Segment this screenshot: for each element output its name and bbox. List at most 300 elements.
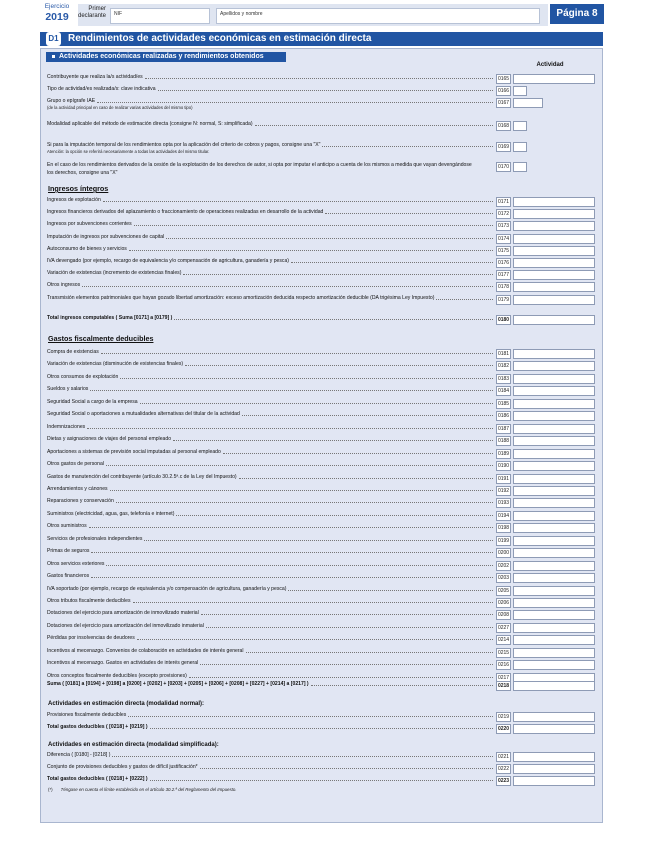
section-title: Rendimientos de actividades económicas en estimación directa <box>68 33 372 44</box>
field-0218[interactable] <box>513 681 595 691</box>
leader-dots <box>246 652 493 653</box>
box-code-0194: 0194 <box>497 512 510 519</box>
leader-dots <box>112 756 493 757</box>
leader-dots <box>106 465 493 466</box>
box-code-0218: 0218 <box>497 683 510 689</box>
row-label <box>47 486 495 492</box>
box-code-0175: 0175 <box>497 247 510 254</box>
leader-dots <box>137 639 493 640</box>
row-label-text: Seguridad Social o aportaciones a mutualidades alternativas del titular de la actividad <box>47 411 240 418</box>
field-0198[interactable] <box>513 523 595 533</box>
footnote-text: Téngase en cuenta el límite establecido en el artículo 30.2.ª del Reglamento del Impuesto. <box>60 787 237 792</box>
ejercicio <box>40 4 74 22</box>
row-label <box>47 586 495 592</box>
box-code-0178: 0178 <box>497 284 510 291</box>
row-label <box>47 399 495 405</box>
field-0183[interactable] <box>513 374 595 384</box>
ingresos-row <box>47 246 495 256</box>
leader-dots <box>134 225 493 226</box>
leader-dots <box>166 238 493 239</box>
simplificada-total-row <box>47 776 495 786</box>
field-0205[interactable] <box>513 586 595 596</box>
field-0167[interactable] <box>513 98 543 108</box>
activity-row <box>47 74 495 84</box>
gastos-row <box>47 386 495 396</box>
box-code-0182: 0182 <box>497 363 510 370</box>
leader-dots <box>140 403 493 404</box>
box-code-0206: 0206 <box>497 600 510 606</box>
box-code-0187: 0187 <box>497 425 510 432</box>
row-label <box>47 635 495 641</box>
box-code-0188: 0188 <box>497 438 510 445</box>
field-0180[interactable] <box>513 315 595 325</box>
field-0191[interactable] <box>513 474 595 484</box>
box-code-0168: 0168 <box>497 123 510 129</box>
row-label-text: Conjunto de provisiones deducibles y gastos de difícil justificación* <box>47 764 198 770</box>
box-code-0227: 0227 <box>497 624 510 631</box>
leader-dots <box>97 102 493 103</box>
row-label <box>47 712 495 718</box>
row-label <box>47 523 495 529</box>
row-label-text-2: los derechos, consigne una "X" <box>47 170 118 176</box>
row-label-text: Dietas y asignaciones de viajes del personal empleado <box>47 436 172 443</box>
row-label-text: En el caso de los rendimientos derivados de la cesión de la explotación de los derechos de autor, si opta por imputar el anticipo a cuenta de los mismos a medida que vayan devengándose <box>47 162 472 168</box>
row-label <box>47 361 495 367</box>
box-code-0167: 0167 <box>497 100 510 106</box>
box-code-0174: 0174 <box>497 235 510 242</box>
leader-dots <box>189 677 493 678</box>
box-code-0219: 0219 <box>497 714 510 720</box>
ejercicio-label: Ejercicio <box>44 3 70 10</box>
box-code-0221: 0221 <box>497 754 510 760</box>
row-label-text: Incentivos al mecenazgo. Gastos en actividades de interés general <box>47 660 199 667</box>
row-label <box>47 386 495 392</box>
field-0177[interactable] <box>513 270 595 280</box>
leader-dots <box>176 515 493 516</box>
box-code-0199: 0199 <box>497 537 510 544</box>
row-label-text: Gastos de manutención del contribuyente (artículo 30.2.5ª.c de la Ley del Impuesto) <box>47 473 237 480</box>
row-label <box>47 598 495 604</box>
box-code-0215: 0215 <box>497 649 510 656</box>
field-0220[interactable] <box>513 724 595 734</box>
leader-dots <box>311 685 493 686</box>
gastos-row <box>47 461 495 471</box>
row-label-text: Otros gastos de personal <box>47 461 104 468</box>
row-note: Atención: la opción se referirá necesariamente a todas las actividades del mismo titular. <box>47 149 210 154</box>
row-label <box>47 752 495 758</box>
gastos-row <box>47 474 495 484</box>
box-code-0189: 0189 <box>497 450 510 457</box>
simplificada-title: Actividades en estimación directa (modalidad simplificada): <box>48 742 219 748</box>
row-label <box>47 315 495 321</box>
gastos-row <box>47 361 495 371</box>
box-code-0166: 0166 <box>497 88 510 94</box>
row-label <box>47 142 495 148</box>
box-code-0190: 0190 <box>497 463 510 470</box>
row-label-text: Primas de seguros <box>47 548 90 555</box>
form-frame <box>40 48 603 823</box>
row-label <box>47 424 495 430</box>
row-label <box>47 511 495 517</box>
field-0186[interactable] <box>513 411 595 421</box>
box-code-0217: 0217 <box>497 674 510 681</box>
box-code-0205: 0205 <box>497 587 510 594</box>
field-0166[interactable] <box>513 86 527 96</box>
leader-dots <box>183 274 493 275</box>
field-0199[interactable] <box>513 536 595 546</box>
apellidos-label: Apellidos y nombre <box>220 11 263 17</box>
field-0215[interactable] <box>513 648 595 658</box>
nif-label: NIF <box>114 11 123 17</box>
box-code-0191: 0191 <box>497 475 510 482</box>
row-label-text: Total ingresos computables ( Suma [0171] a [0179] ) <box>47 315 173 321</box>
row-note: (de la actividad principal en caso de realizar varias actividades del mismo tipo) <box>47 105 193 110</box>
leader-dots <box>91 577 493 578</box>
ingresos-row <box>47 270 495 280</box>
field-0168[interactable] <box>513 121 527 131</box>
activity-row <box>47 162 495 176</box>
field-0214[interactable] <box>513 635 595 645</box>
row-label-text: Grupo o epígrafe IAE <box>47 98 96 104</box>
box-code-0170: 0170 <box>497 164 510 170</box>
ingresos-row <box>47 234 495 244</box>
field-0171[interactable] <box>513 197 595 207</box>
row-label-text: Arrendamientos y cánones <box>47 485 108 492</box>
box-code-0222: 0222 <box>497 766 510 772</box>
gastos-row <box>47 486 495 496</box>
leader-dots <box>201 614 493 615</box>
box-code-0171: 0171 <box>497 199 510 205</box>
box-code-0176: 0176 <box>497 260 510 266</box>
apellidos-field[interactable] <box>216 8 540 24</box>
leader-dots <box>150 728 493 729</box>
row-label <box>47 498 495 504</box>
gastos-row <box>47 573 495 583</box>
row-label-text: Compra de existencias <box>47 349 99 355</box>
box-code-0177: 0177 <box>497 272 510 279</box>
field-0175[interactable] <box>513 246 595 256</box>
row-label-text: Otros consumos de explotación <box>47 373 119 380</box>
leader-dots <box>436 299 493 300</box>
gastos-row <box>47 424 495 434</box>
leader-dots <box>144 540 493 541</box>
ingresos-title: Ingresos íntegros <box>48 184 109 193</box>
row-label <box>47 86 495 92</box>
box-code-0184: 0184 <box>497 388 510 395</box>
declarante-label-line2: declarante <box>78 13 107 19</box>
field-0165[interactable] <box>513 74 595 84</box>
row-label-text: Aportaciones a sistemas de previsión social imputadas al personal empleado <box>47 448 221 455</box>
row-label-text: Total gastos deducibles ( [0218] + [0219] ) <box>47 724 148 730</box>
row-label-text: Diferencia ( [0180] - [0218] ) <box>47 752 111 758</box>
leader-dots <box>116 502 493 503</box>
row-label-text: Sueldos y salarios <box>47 386 89 393</box>
leader-dots <box>288 590 493 591</box>
row-label <box>47 295 495 301</box>
normal-row <box>47 712 495 722</box>
subsection-header <box>46 52 286 62</box>
nif-field[interactable] <box>110 8 210 24</box>
row-label <box>47 98 495 104</box>
row-label <box>47 673 495 679</box>
leader-dots <box>103 201 493 202</box>
row-label-text: Provisiones fiscalmente deducibles <box>47 712 127 718</box>
field-0202[interactable] <box>513 561 595 571</box>
row-label-text: Otros ingresos <box>47 282 81 289</box>
row-label <box>47 573 495 579</box>
row-label-text: Ingresos por subvenciones corrientes <box>47 221 132 228</box>
row-label <box>47 461 495 467</box>
activity-row <box>47 86 495 96</box>
gastos-row <box>47 523 495 533</box>
gastos-row <box>47 436 495 446</box>
row-label-text: Reparaciones y conservación <box>47 498 114 505</box>
gastos-row <box>47 648 495 658</box>
row-label-text: Incentivos al mecenazgo. Convenios de colaboración en actividades de interés general <box>47 647 244 654</box>
row-label-text: Variación de existencias (incremento de existencias finales) <box>47 270 182 277</box>
field-0169[interactable] <box>513 142 527 152</box>
page-number: Página 8 <box>550 4 604 24</box>
leader-dots <box>322 146 493 147</box>
box-code-0173: 0173 <box>497 223 510 230</box>
field-0208[interactable] <box>513 610 595 620</box>
field-0170[interactable] <box>513 162 527 172</box>
gastos-row <box>47 548 495 558</box>
leader-dots <box>91 552 493 553</box>
field-0189[interactable] <box>513 449 595 459</box>
row-label-text: Dotaciones del ejercicio para amortización del inmovilizado inmaterial <box>47 622 204 629</box>
row-label <box>47 660 495 666</box>
row-label-text: Ingresos de explotación <box>47 197 101 203</box>
row-label <box>47 270 495 276</box>
gastos-row <box>47 561 495 571</box>
ingresos-row <box>47 209 495 219</box>
row-label <box>47 648 495 654</box>
box-code-0183: 0183 <box>497 375 510 382</box>
row-label <box>47 234 495 240</box>
field-0187[interactable] <box>513 424 595 434</box>
leader-dots <box>200 768 493 769</box>
row-label-text: Imputación de ingresos por subvenciones de capital <box>47 233 165 240</box>
bullet-icon <box>52 55 55 58</box>
box-code-0220: 0220 <box>497 726 510 732</box>
field-0223[interactable] <box>513 776 595 786</box>
box-code-0185: 0185 <box>497 400 510 407</box>
ingresos-row <box>47 197 495 207</box>
leader-dots <box>325 213 493 214</box>
row-label <box>47 209 495 215</box>
field-0216[interactable] <box>513 660 595 670</box>
gastos-row <box>47 511 495 521</box>
box-code-0208: 0208 <box>497 612 510 619</box>
declarante-block <box>78 4 548 26</box>
box-code-0200: 0200 <box>497 550 510 557</box>
row-label-text: Otros suministros <box>47 523 87 530</box>
ingresos-row <box>47 258 495 268</box>
field-0174[interactable] <box>513 234 595 244</box>
row-label-text: Transmisión elementos patrimoniales que hayan gozado libertad amortización: exceso amortización deducida respecto amortización deducible (DA trigésima Ley Impuesto) <box>47 294 435 301</box>
row-label-text: Servicios de profesionales independientes <box>47 535 143 542</box>
leader-dots <box>120 378 493 379</box>
row-label <box>47 197 495 203</box>
leader-dots <box>145 78 493 79</box>
gastos-row <box>47 598 495 608</box>
row-label-text: Suministros (electricidad, agua, gas, telefonía e internet) <box>47 510 175 517</box>
column-header-actividad: Actividad <box>536 62 564 68</box>
simplificada-row <box>47 764 495 774</box>
activity-row <box>47 142 495 152</box>
leader-dots <box>106 565 493 566</box>
gastos-row <box>47 498 495 508</box>
field-0179[interactable] <box>513 295 595 305</box>
row-label <box>47 74 495 80</box>
row-label <box>47 411 495 417</box>
gastos-total-row <box>47 681 495 691</box>
row-label-text: Variación de existencias (disminución de existencias finales) <box>47 361 184 368</box>
row-label-text: Ingresos financieros derivados del aplazamiento o fraccionamiento de operaciones realizadas en desarrollo de la actividad <box>47 209 324 216</box>
field-0176[interactable] <box>513 258 595 268</box>
field-0182[interactable] <box>513 361 595 371</box>
simplificada-row <box>47 752 495 762</box>
box-code-0203: 0203 <box>497 575 510 582</box>
box-code-0223: 0223 <box>497 778 510 784</box>
section-badge <box>46 32 61 46</box>
box-code-0165: 0165 <box>497 76 510 82</box>
row-label-text: Autoconsumo de bienes y servicios <box>47 245 127 252</box>
row-label <box>47 681 495 687</box>
ingresos-row <box>47 282 495 292</box>
leader-dots <box>174 319 493 320</box>
field-0188[interactable] <box>513 436 595 446</box>
leader-dots <box>173 440 493 441</box>
row-label-text: IVA soportado (por ejemplo, recargo de equivalencia y/o compensación de agricultura, ganadería y pesca) <box>47 585 287 592</box>
row-label <box>47 436 495 442</box>
row-label <box>47 258 495 264</box>
leader-dots <box>255 125 493 126</box>
gastos-title: Gastos fiscalmente deducibles <box>48 334 154 343</box>
gastos-row <box>47 399 495 409</box>
row-label <box>47 349 495 355</box>
row-label <box>47 610 495 616</box>
field-0190[interactable] <box>513 461 595 471</box>
box-code-0214: 0214 <box>497 637 510 644</box>
row-label <box>47 246 495 252</box>
row-label-text: Tipo de actividad/es realizada/s: clave indicativa <box>47 86 156 92</box>
leader-dots <box>206 627 493 628</box>
row-label-text: Suma ( [0181] a [0194] + [0198] a [0200] + [0202] + [0203] + [0205] + [0206] + [0208] + [0227] + [0214] a [0217] ) <box>47 681 309 687</box>
gastos-row <box>47 374 495 384</box>
field-0173[interactable] <box>513 221 595 231</box>
leader-dots <box>110 490 493 491</box>
leader-dots <box>242 415 493 416</box>
row-label <box>47 724 495 730</box>
footnote <box>48 787 237 792</box>
row-label-text: Indemnizaciones <box>47 423 86 430</box>
row-label <box>47 776 495 782</box>
declarante-label <box>78 6 106 20</box>
row-label-text: IVA devengado (por ejemplo, recargo de equivalencia y/o compensación de agricultura, ganadería y pesca) <box>47 258 290 264</box>
ingresos-total-row <box>47 315 495 325</box>
box-code-0192: 0192 <box>497 487 510 494</box>
gastos-row <box>47 449 495 459</box>
leader-dots <box>90 390 493 391</box>
leader-dots <box>133 602 493 603</box>
leader-dots <box>128 716 493 717</box>
box-code-0181: 0181 <box>497 351 510 357</box>
row-label-text: Seguridad Social a cargo de la empresa <box>47 398 138 405</box>
row-label-text: Contribuyente que realiza la/s actividad/es <box>47 74 143 80</box>
ejercicio-year: 2019 <box>45 10 69 23</box>
row-label-text: Dotaciones del ejercicio para amortización de inmovilizado material <box>47 610 199 617</box>
row-label <box>47 449 495 455</box>
section-badge-text: D1 <box>48 34 59 43</box>
field-0222[interactable] <box>513 764 595 774</box>
leader-dots <box>89 527 493 528</box>
leader-dots <box>291 262 493 263</box>
declarante-label-line1: Primer <box>88 6 106 12</box>
box-code-0169: 0169 <box>497 144 510 150</box>
field-0227[interactable] <box>513 623 595 633</box>
activity-row <box>47 98 495 108</box>
ingresos-row <box>47 295 495 305</box>
field-0181[interactable] <box>513 349 595 359</box>
gastos-row <box>47 411 495 421</box>
gastos-row <box>47 349 495 359</box>
gastos-row <box>47 536 495 546</box>
ingresos-row <box>47 221 495 231</box>
box-code-0202: 0202 <box>497 562 510 569</box>
field-0219[interactable] <box>513 712 595 722</box>
field-0194[interactable] <box>513 511 595 521</box>
field-0206[interactable] <box>513 598 595 608</box>
box-code-0186: 0186 <box>497 413 510 420</box>
field-0200[interactable] <box>513 548 595 558</box>
box-code-0216: 0216 <box>497 662 510 669</box>
box-code-0172: 0172 <box>497 211 510 218</box>
section-banner <box>40 32 603 46</box>
field-0184[interactable] <box>513 386 595 396</box>
gastos-row <box>47 635 495 645</box>
leader-dots <box>129 250 493 251</box>
row-label-text: Otros tributos fiscalmente deducibles <box>47 598 131 604</box>
gastos-row <box>47 623 495 633</box>
row-label <box>47 623 495 629</box>
subsection-title: Actividades económicas realizadas y rendimientos obtenidos <box>59 53 264 60</box>
row-label-text: Total gastos deducibles ( [0218] + [0222] ) <box>47 776 148 782</box>
footnote-mark: (*) <box>48 787 53 792</box>
gastos-row <box>47 660 495 670</box>
row-label <box>47 474 495 480</box>
row-label <box>47 162 495 176</box>
leader-dots <box>87 428 493 429</box>
field-0172[interactable] <box>513 209 595 219</box>
field-0193[interactable] <box>513 498 595 508</box>
field-0203[interactable] <box>513 573 595 583</box>
field-0185[interactable] <box>513 399 595 409</box>
row-label <box>47 121 495 127</box>
leader-dots <box>82 286 493 287</box>
field-0221[interactable] <box>513 752 595 762</box>
box-code-0179: 0179 <box>497 296 510 303</box>
field-0178[interactable] <box>513 282 595 292</box>
leader-dots <box>200 664 493 665</box>
leader-dots <box>239 478 493 479</box>
gastos-row <box>47 610 495 620</box>
leader-dots <box>223 453 493 454</box>
field-0192[interactable] <box>513 486 595 496</box>
row-label-text: Pérdidas por insolvencias de deudores <box>47 635 135 642</box>
leader-dots <box>101 353 493 354</box>
